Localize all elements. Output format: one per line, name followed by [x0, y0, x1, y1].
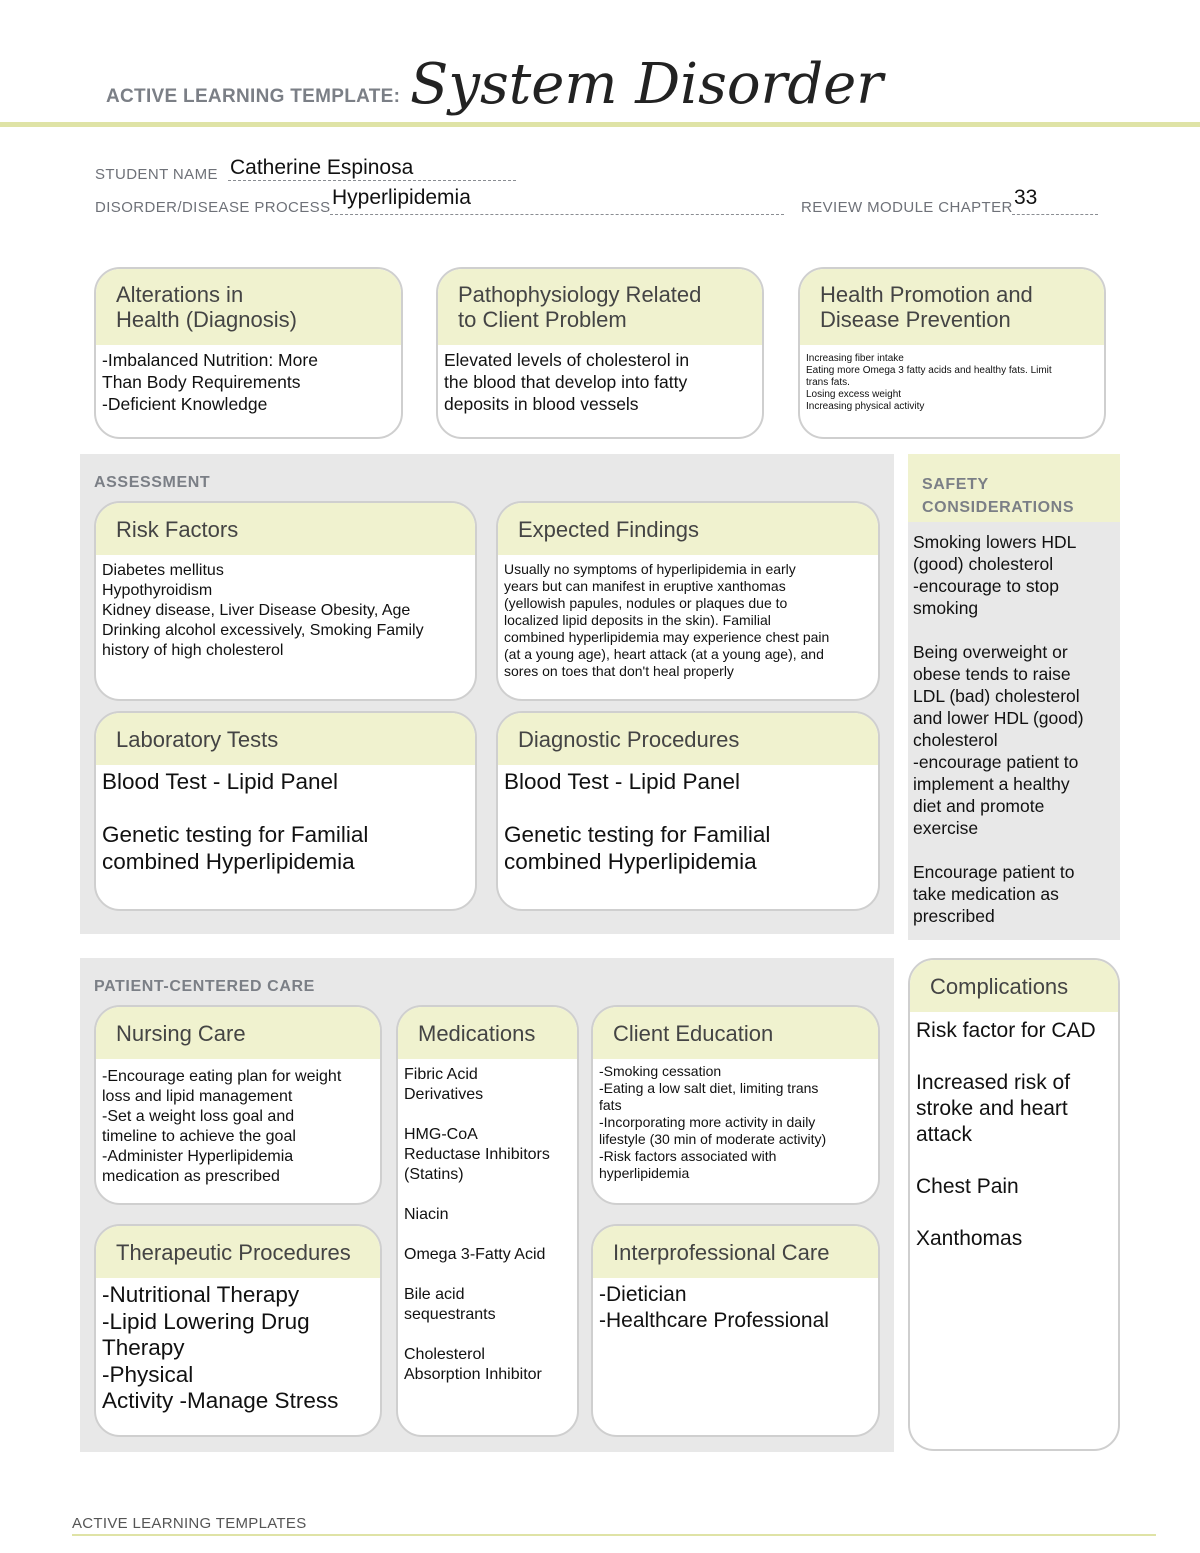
medications-body: Fibric Acid Derivatives HMG-CoA Reductase Inhibitors (Statins) Niacin Omega 3-Fatty Acid Bile acid sequestrants Cholesterol Absorption Inhibitor: [404, 1066, 550, 1383]
health-promotion-body: Increasing fiber intake Eating more Omega 3 fatty acids and healthy fats. Limit trans fats. Losing excess weight Increasing physical activity: [806, 353, 1052, 412]
page-title: System Disorder: [410, 52, 884, 117]
expected-findings-body: Usually no symptoms of hyperlipidemia in early years but can manifest in eruptive xanthomas (yellowish papules, nodules or plaques due to localized lipid deposits in the skin). Familial combined hyperlipidemia may experience chest pain (at a young age), heart attack (at a young age), and sores on toes that don't heal properly: [504, 561, 830, 679]
client-education-box: [591, 1005, 880, 1205]
medications-box: [396, 1005, 579, 1437]
pathophysiology-box: [436, 267, 764, 439]
nursing-care-body: -Encourage eating plan for weight loss and lipid management -Set a weight loss goal and timeline to achieve the goal -Administer Hyperlipidemia medication as prescribed: [102, 1068, 342, 1185]
client-education-title: Client Education: [593, 1007, 878, 1059]
patient-care-label: PATIENT-CENTERED CARE: [94, 978, 315, 995]
expected-findings-title: Expected Findings: [498, 503, 878, 555]
complications-body: Risk factor for CAD Increased risk of stroke and heart attack Chest Pain Xanthomas: [916, 1019, 1096, 1250]
laboratory-tests-title: Laboratory Tests: [96, 713, 475, 765]
expected-findings-box: [496, 501, 880, 701]
pathophysiology-body: Elevated levels of cholesterol in the blood that develop into fatty deposits in blood vessels: [444, 350, 690, 414]
diagnostic-procedures-title: Diagnostic Procedures: [498, 713, 878, 765]
interprofessional-care-body: -Dietician -Healthcare Professional: [599, 1283, 829, 1332]
safety-body: Smoking lowers HDL (good) cholesterol -encourage to stop smoking Being overweight or obese tends to raise LDL (bad) cholesterol and lower HDL (good) cholesterol -encourage patient to implement a healthy diet and promote exercise Encourage patient to take medication as prescribed: [913, 532, 1084, 926]
diagnostic-procedures-body: Blood Test - Lipid Panel Genetic testing for Familial combined Hyperlipidemia: [504, 769, 771, 874]
student-name-field[interactable]: [228, 156, 516, 181]
pathophysiology-title: Pathophysiology Related to Client Problem: [438, 269, 762, 345]
health-promotion-box: [798, 267, 1106, 439]
medications-title: Medications: [398, 1007, 577, 1059]
nursing-care-title: Nursing Care: [96, 1007, 380, 1059]
health-promotion-title: Health Promotion and Disease Prevention: [800, 269, 1104, 345]
client-education-body: -Smoking cessation -Eating a low salt diet, limiting trans fats -Incorporating more activity in daily lifestyle (30 min of moderate activity) -Risk factors associated with hyperlipidemia: [599, 1063, 827, 1181]
risk-factors-box: [94, 501, 477, 701]
risk-factors-body: Diabetes mellitus Hypothyroidism Kidney disease, Liver Disease Obesity, Age Drinking alcohol excessively, Smoking Family history of high cholesterol: [102, 562, 424, 659]
diagnostic-procedures-box: [496, 711, 880, 911]
nursing-care-box: [94, 1005, 382, 1205]
alterations-box: [94, 267, 403, 439]
interprofessional-care-title: Interprofessional Care: [593, 1226, 878, 1278]
therapeutic-procedures-box: [94, 1224, 382, 1437]
alterations-title: Alterations in Health (Diagnosis): [96, 269, 401, 345]
footer-label: ACTIVE LEARNING TEMPLATES: [72, 1515, 307, 1532]
assessment-label: ASSESSMENT: [94, 474, 211, 491]
disorder-label: DISORDER/DISEASE PROCESS: [95, 199, 331, 216]
laboratory-tests-box: [94, 711, 477, 911]
disorder-field[interactable]: [330, 186, 784, 215]
student-name-label: STUDENT NAME: [95, 166, 218, 183]
chapter-field[interactable]: [1012, 186, 1098, 215]
chapter-value: 33: [1014, 186, 1038, 209]
therapeutic-procedures-body: -Nutritional Therapy -Lipid Lowering Drug Therapy -Physical Activity -Manage Stress: [102, 1282, 339, 1413]
alterations-body: -Imbalanced Nutrition: More Than Body Requirements -Deficient Knowledge: [102, 350, 318, 414]
interprofessional-care-box: [591, 1224, 880, 1437]
safety-label: SAFETY CONSIDERATIONS: [922, 476, 1075, 516]
therapeutic-procedures-title: Therapeutic Procedures: [96, 1226, 380, 1278]
laboratory-tests-body: Blood Test - Lipid Panel Genetic testing for Familial combined Hyperlipidemia: [102, 769, 369, 874]
header-divider: [0, 122, 1200, 127]
complications-title: Complications: [910, 960, 1118, 1012]
template-label: ACTIVE LEARNING TEMPLATE:: [106, 86, 401, 107]
risk-factors-title: Risk Factors: [96, 503, 475, 555]
disorder-value: Hyperlipidemia: [332, 186, 471, 209]
student-name-value: Catherine Espinosa: [230, 156, 414, 179]
chapter-label: REVIEW MODULE CHAPTER: [801, 199, 1013, 216]
footer-divider: [72, 1534, 1156, 1536]
complications-box: [908, 958, 1120, 1451]
